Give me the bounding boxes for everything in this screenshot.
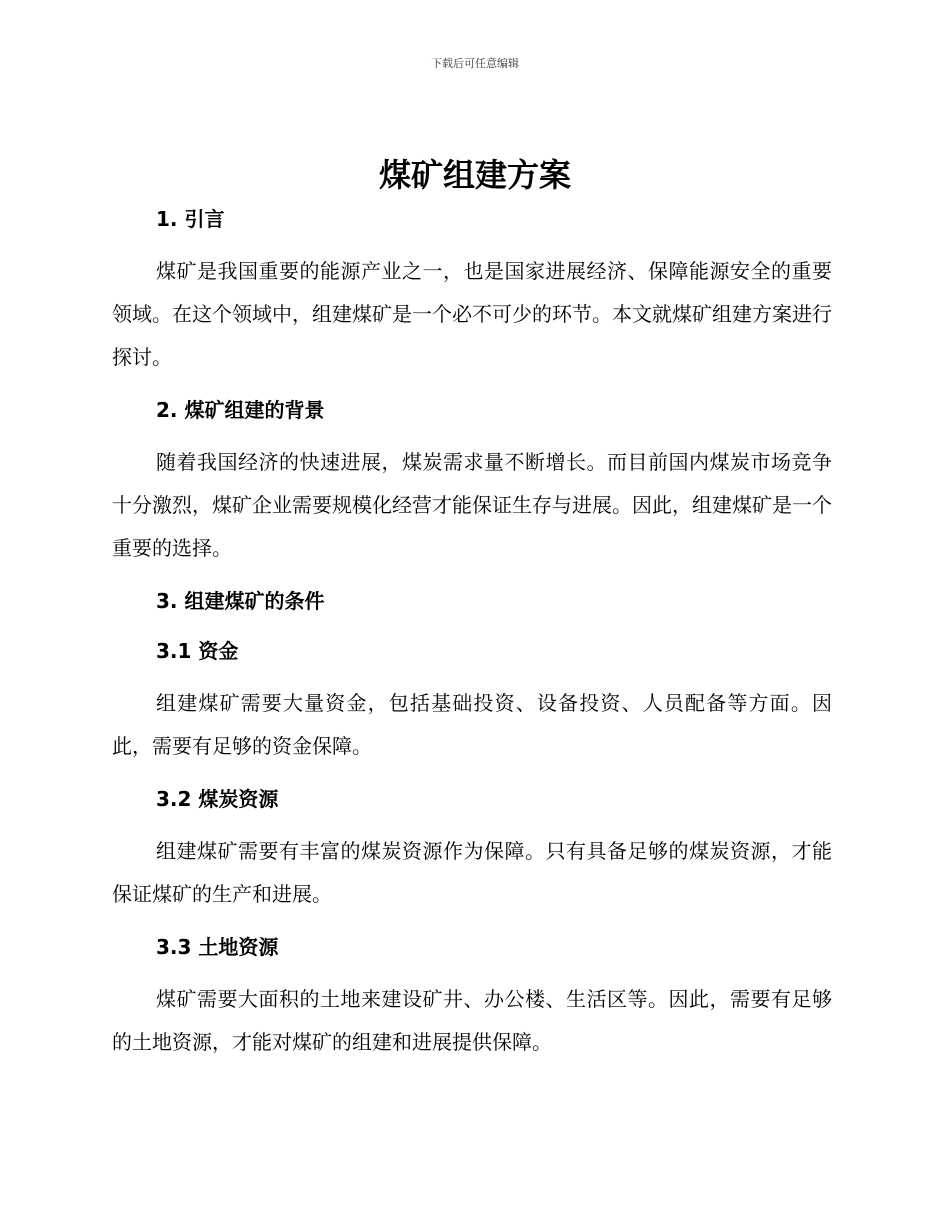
section-heading: 3.1 资金	[156, 639, 239, 663]
section-heading: 3.3 土地资源	[156, 935, 279, 959]
section-heading: 1. 引言	[156, 207, 225, 231]
header-note: 下载后可任意编辑	[431, 57, 519, 70]
section-background	[112, 391, 832, 570]
section-funds	[112, 632, 832, 768]
document-title: 煤矿组建方案	[378, 156, 571, 194]
section-heading: 3.2 煤炭资源	[156, 787, 279, 811]
section-paragraph: 组建煤矿需要有丰富的煤炭资源作为保障。只有具备足够的煤炭资源，才能保证煤矿的生产和进展。	[112, 839, 832, 906]
section-paragraph: 随着我国经济的快速进展，煤炭需求量不断增长。而目前国内煤炭市场竞争十分激烈，煤矿企业需要规模化经营才能保证生存与进展。因此，组建煤矿是一个重要的选择。	[112, 450, 832, 560]
section-paragraph: 煤矿需要大面积的土地来建设矿井、办公楼、生活区等。因此，需要有足够的土地资源，才能对煤矿的组建和进展提供保障。	[112, 987, 832, 1054]
section-conditions	[112, 582, 832, 632]
section-land-resources	[112, 928, 832, 1064]
section-heading: 3. 组建煤矿的条件	[156, 589, 325, 613]
section-coal-resources	[112, 780, 832, 916]
section-introduction	[112, 200, 832, 379]
section-paragraph: 煤矿是我国重要的能源产业之一，也是国家进展经济、保障能源安全的重要领域。在这个领域中，组建煤矿是一个必不可少的环节。本文就煤矿组建方案进行探讨。	[112, 259, 832, 369]
section-heading: 2. 煤矿组建的背景	[156, 398, 325, 422]
section-paragraph: 组建煤矿需要大量资金，包括基础投资、设备投资、人员配备等方面。因此，需要有足够的资金保障。	[112, 691, 832, 758]
document-body	[112, 200, 832, 1076]
